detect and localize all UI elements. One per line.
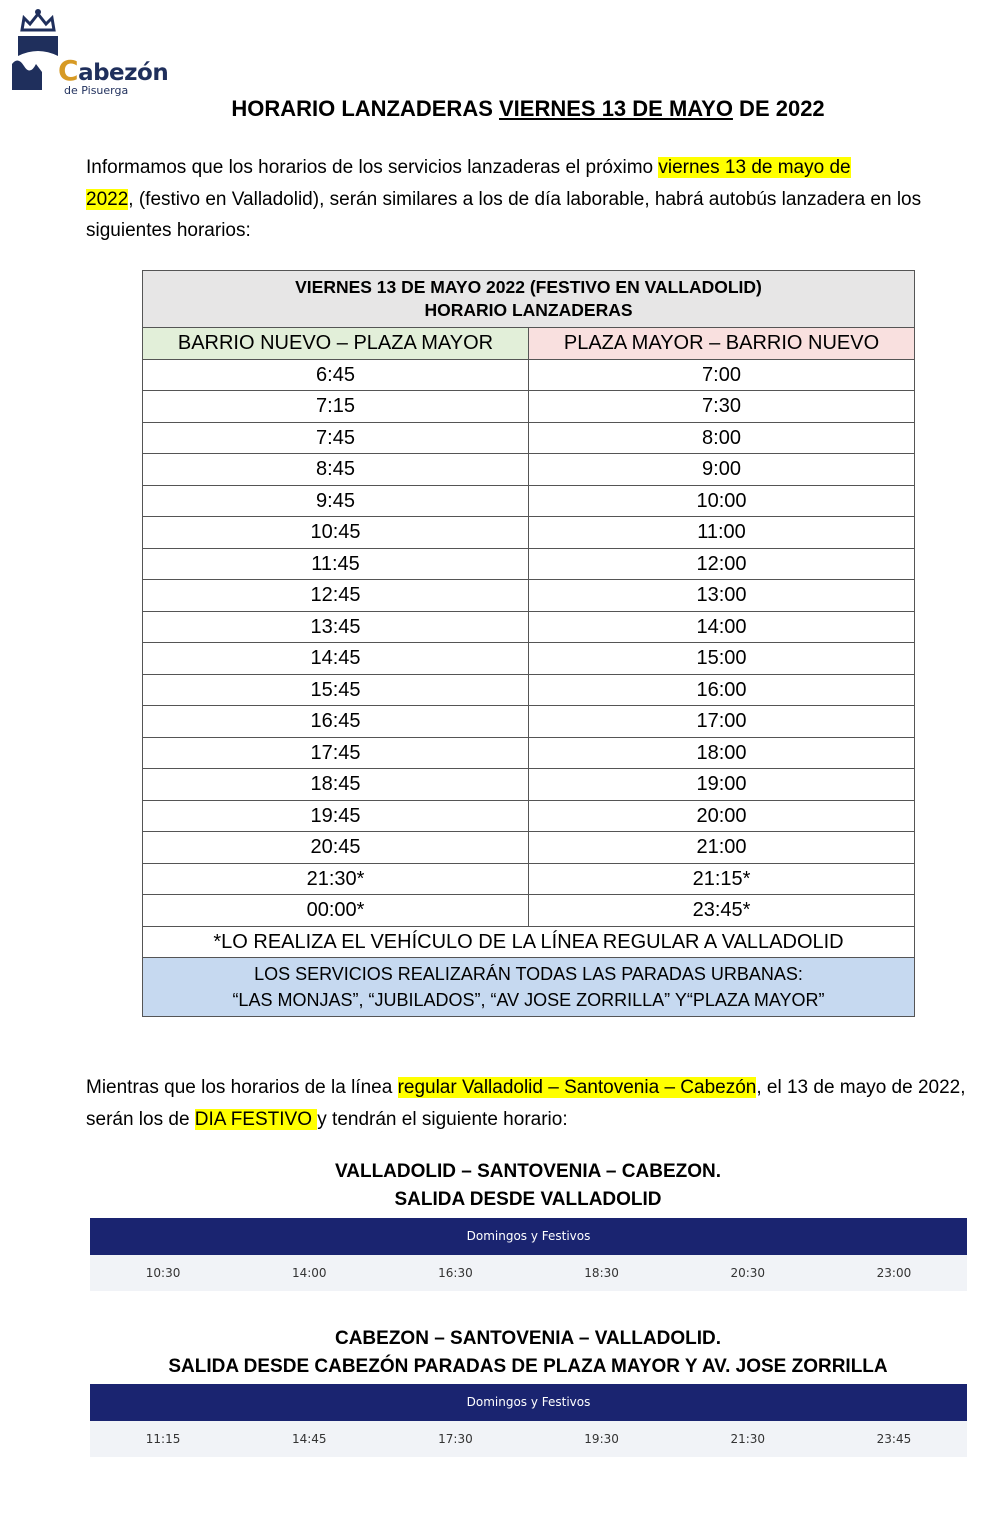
route1-header: Domingos y Festivos [90,1218,967,1255]
route1-times [90,1255,967,1291]
departure-plaza-mayor: 18:00 [529,737,915,769]
regular-line-paragraph: Mientras que los horarios de la línea regular Valladolid – Santovenia – Cabezón, el 13 de mayo de 2022, serán los de DIA FESTIVO y tendrán el siguiente horario: [86,1077,966,1130]
table-row [143,769,915,801]
departure-time: 17:30 [438,1432,473,1446]
departure-plaza-mayor: 19:00 [529,769,915,801]
departure-barrio-nuevo: 10:45 [143,517,529,549]
departure-plaza-mayor: 7:00 [529,359,915,391]
route2-header: Domingos y Festivos [90,1384,967,1421]
table-row [143,863,915,895]
table-row [143,832,915,864]
departure-barrio-nuevo: 7:15 [143,391,529,423]
departure-plaza-mayor: 17:00 [529,706,915,738]
departure-plaza-mayor: 7:30 [529,391,915,423]
departure-plaza-mayor: 21:00 [529,832,915,864]
route2-times [90,1421,967,1457]
intro-paragraph: Informamos que los horarios de los servicios lanzaderas el próximo viernes 13 de mayo de 2022, (festivo en Valladolid), serán similares a los de día laborable, habrá autobús lanzadera en los siguientes horarios: [86,157,922,241]
table-row [143,895,915,927]
stops-note: LOS SERVICIOS REALIZARÁN TODAS LAS PARADAS URBANAS: “LAS MONJAS”, “JUBILADOS”, “AV JOSE ZORRILLA” Y“PLAZA MAYOR” [143,958,915,1017]
table-row [143,674,915,706]
table-row [143,706,915,738]
table-row [143,737,915,769]
table-row [143,611,915,643]
table-row [143,800,915,832]
departure-barrio-nuevo: 6:45 [143,359,529,391]
column-header-plaza-barrio: PLAZA MAYOR – BARRIO NUEVO [529,328,915,360]
departure-time: 21:30 [730,1432,766,1446]
table-row [143,454,915,486]
departure-plaza-mayor: 9:00 [529,454,915,486]
departure-barrio-nuevo: 20:45 [143,832,529,864]
table-row [143,359,915,391]
table-row [143,643,915,675]
shuttle-schedule-table [142,270,915,1017]
departure-plaza-mayor: 23:45* [529,895,915,927]
logo-brand-text: Cabezón [58,54,169,87]
departure-plaza-mayor: 21:15* [529,863,915,895]
table-row [143,485,915,517]
departure-barrio-nuevo: 00:00* [143,895,529,927]
table-row [143,517,915,549]
departure-plaza-mayor: 14:00 [529,611,915,643]
departure-barrio-nuevo: 14:45 [143,643,529,675]
departure-time: 14:45 [291,1432,327,1446]
departure-barrio-nuevo: 21:30* [143,863,529,895]
departure-barrio-nuevo: 17:45 [143,737,529,769]
departure-plaza-mayor: 10:00 [529,485,915,517]
departure-time: 16:30 [438,1266,473,1280]
departure-time: 18:30 [584,1266,619,1280]
departure-barrio-nuevo: 12:45 [143,580,529,612]
page-title: HORARIO LANZADERAS VIERNES 13 DE MAYO DE 2022 [231,96,825,121]
departure-barrio-nuevo: 13:45 [143,611,529,643]
route1-timetable [90,1218,967,1291]
departure-barrio-nuevo: 15:45 [143,674,529,706]
departure-barrio-nuevo: 8:45 [143,454,529,486]
departure-time: 23:45 [876,1432,912,1446]
departure-plaza-mayor: 15:00 [529,643,915,675]
route2-timetable [90,1384,967,1457]
departure-barrio-nuevo: 16:45 [143,706,529,738]
table-row [143,580,915,612]
departure-time: 20:30 [730,1266,766,1280]
route2-heading: CABEZON – SANTOVENIA – VALLADOLID. SALIDA DESDE CABEZÓN PARADAS DE PLAZA MAYOR Y AV. JOSE ZORRILLA [168,1328,888,1377]
departure-plaza-mayor: 16:00 [529,674,915,706]
departure-time: 14:00 [291,1266,327,1280]
table-row [143,391,915,423]
logo-subtitle: de Pisuerga [64,84,129,97]
departure-barrio-nuevo: 18:45 [143,769,529,801]
table-title: VIERNES 13 DE MAYO 2022 (FESTIVO EN VALLADOLID) HORARIO LANZADERAS [143,271,915,328]
departure-time: 19:30 [584,1432,619,1446]
logo [8,6,168,100]
shuttle-rows [143,359,915,926]
departure-time: 10:30 [145,1266,181,1280]
route1-heading: VALLADOLID – SANTOVENIA – CABEZON. SALIDA DESDE VALLADOLID [334,1161,721,1210]
departure-plaza-mayor: 8:00 [529,422,915,454]
table-row [143,422,915,454]
departure-time: 11:15 [145,1432,181,1446]
vehicle-note: *LO REALIZA EL VEHÍCULO DE LA LÍNEA REGULAR A VALLADOLID [143,926,915,958]
column-header-barrio-plaza: BARRIO NUEVO – PLAZA MAYOR [143,328,529,360]
departure-plaza-mayor: 11:00 [529,517,915,549]
table-row [143,548,915,580]
departure-barrio-nuevo: 19:45 [143,800,529,832]
departure-barrio-nuevo: 7:45 [143,422,529,454]
departure-plaza-mayor: 20:00 [529,800,915,832]
departure-time: 23:00 [876,1266,912,1280]
departure-barrio-nuevo: 9:45 [143,485,529,517]
departure-plaza-mayor: 13:00 [529,580,915,612]
departure-plaza-mayor: 12:00 [529,548,915,580]
departure-barrio-nuevo: 11:45 [143,548,529,580]
